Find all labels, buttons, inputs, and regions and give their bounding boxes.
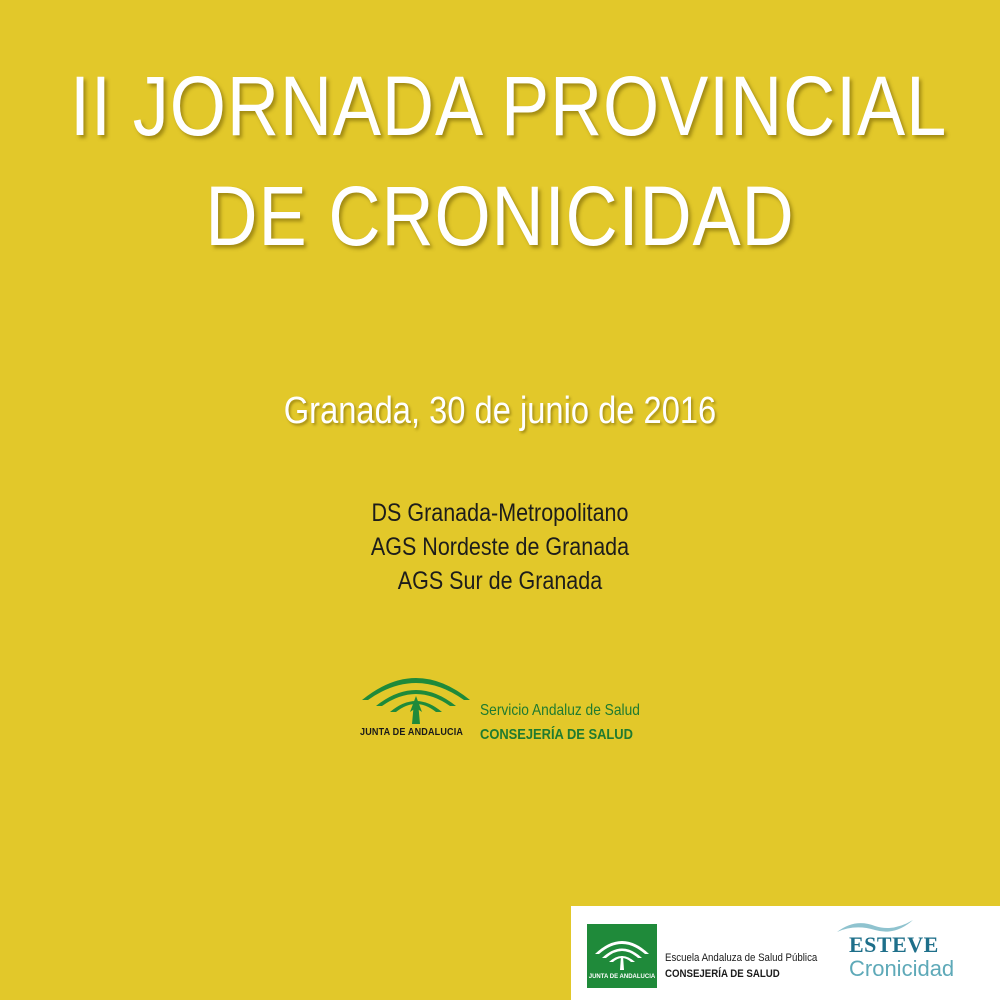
easp-school-label: Escuela Andaluza de Salud Pública bbox=[665, 952, 818, 964]
organizer-item: AGS Sur de Granada bbox=[397, 567, 603, 595]
organizers-list bbox=[70, 496, 930, 598]
organizer-item: DS Granada-Metropolitano bbox=[371, 499, 629, 527]
junta-de-andalucia-arch-icon bbox=[358, 662, 474, 726]
organizer-item: AGS Nordeste de Granada bbox=[370, 533, 630, 561]
junta-label: JUNTA DE ANDALUCIA bbox=[360, 726, 464, 738]
easp-junta-label: JUNTA DE ANDALUCIA bbox=[588, 974, 656, 980]
esteve-program: Cronicidad bbox=[849, 956, 955, 981]
poster-title-line-1: II JORNADA PROVINCIAL bbox=[70, 59, 948, 153]
service-label: Servicio Andaluz de Salud bbox=[480, 702, 640, 719]
poster-title-line-2: DE CRONICIDAD bbox=[205, 169, 795, 263]
junta-de-andalucia-arch-icon bbox=[587, 924, 657, 974]
sponsors-panel bbox=[571, 906, 1000, 1000]
sas-logo bbox=[358, 662, 658, 752]
ministry-label: CONSEJERÍA DE SALUD bbox=[480, 726, 633, 743]
event-date: Granada, 30 de junio de 2016 bbox=[283, 390, 717, 432]
easp-logo-badge bbox=[587, 924, 657, 988]
esteve-brand: ESTEVE bbox=[849, 932, 939, 957]
easp-ministry-label: CONSEJERÍA DE SALUD bbox=[665, 968, 780, 980]
